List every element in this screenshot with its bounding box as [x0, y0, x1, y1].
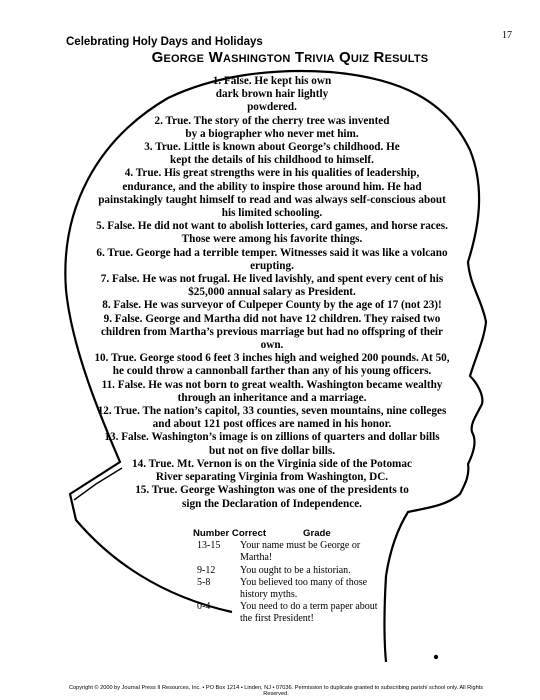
grading-row: [193, 565, 393, 577]
grading-range: 13-15: [197, 540, 221, 552]
answer-6: 6. True. George had a terrible temper. Witnesses said it was like a volcano erupting.: [96, 246, 448, 272]
answer-11: 11. False. He was not born to great wealth. Washington became wealthy through an inheritance and a marriage.: [101, 378, 443, 404]
answer-3: 3. True. Little is known about George’s childhood. He kept the details of his childhood to himself.: [144, 141, 400, 167]
page-title: George Washington Trivia Quiz Results: [151, 49, 429, 66]
grading-message: You believed too many of those history myths.: [240, 576, 368, 601]
grading-range: 0-4: [197, 601, 211, 613]
number-correct-header: Number Correct: [193, 528, 267, 539]
answer-13: 13. False. Washington’s image is on zillions of quarters and dollar bills but not on five dollar bills.: [104, 431, 440, 457]
answer-7: 7. False. He was not frugal. He lived lavishly, and spent every cent of his $25,000 annual salary as President.: [100, 273, 444, 299]
answer-12: 12. True. The nation’s capitol, 33 counties, seven mountains, nine colleges and about 121 post offices are named in his honor.: [97, 405, 447, 431]
grading-row: [193, 577, 393, 601]
grading-message: Your name must be George or Martha!: [240, 540, 361, 564]
answer-14: 14. True. Mt. Vernon is on the Virginia side of the Potomac River separating Virginia from Washington, DC.: [132, 457, 412, 484]
grading-row: [193, 540, 393, 564]
page-number: 17: [502, 30, 512, 41]
answer-10: 10. True. George stood 6 feet 3 inches high and weighed 200 pounds. At 50, he could throw a cannonball farther than any of his young officers.: [94, 352, 450, 378]
grading-table: [193, 528, 393, 626]
answer-8: 8. False. He was surveyor of Culpeper County by the age of 17 (not 23)!: [102, 299, 442, 312]
answer-4: 4. True. His great strengths were in his qualities of leadership, endurance, and the ability to inspire those around him. He had painstakingly taught himself to read and was always self-conscious about his limited schooling.: [98, 167, 446, 220]
answer-1: 1. False. He kept his own dark brown hair lightly powdered.: [212, 75, 332, 114]
grading-row: [193, 601, 393, 625]
answer-15: 15. True. George Washington was one of the presidents to sign the Declaration of Independence.: [135, 484, 409, 510]
grading-header: [193, 528, 393, 540]
series-title: Celebrating Holy Days and Holidays: [66, 36, 263, 48]
grading-range: 5-8: [197, 576, 211, 588]
answer-5: 5. False. He did not want to abolish lotteries, card games, and horse races. Those were among his favorite things.: [96, 220, 448, 246]
answer-list: [90, 75, 454, 511]
answer-2: 2. True. The story of the cherry tree was invented by a biographer who never met him.: [154, 114, 390, 140]
answer-9: 9. False. George and Martha did not have 12 children. They raised two children from Martha’s previous marriage but had no offspring of their own.: [100, 312, 444, 352]
copyright-footer: Copyright © 2000 by Journal Press II Resources, Inc. • PO Box 1214 • Linden, NJ • 07036. Permission to duplicate granted to subscribing parish/ school only. All Rights Reserved.: [68, 685, 484, 697]
grading-range: 9-12: [197, 564, 216, 576]
grading-message: You need to do a term paper about the first President!: [240, 601, 378, 625]
grade-header: Grade: [303, 528, 331, 539]
grading-message: You ought to be a historian.: [240, 564, 351, 576]
